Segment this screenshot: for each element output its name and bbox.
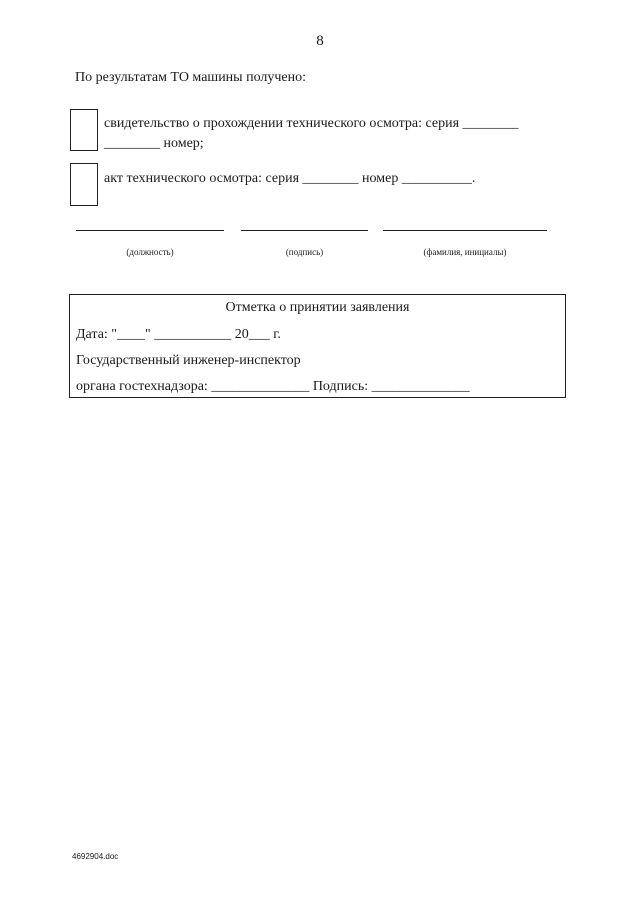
acceptance-date-row: Дата: "____" ___________ 20___ г. bbox=[76, 327, 281, 342]
certificate-text-line1: свидетельство о прохождении технического осмотра: серия ________ bbox=[104, 116, 519, 131]
acceptance-authority-row: органа гостехнадзора: ______________ Подпись: ______________ bbox=[76, 379, 470, 394]
results-intro: По результатам ТО машины получено: bbox=[75, 70, 307, 85]
act-checkbox[interactable] bbox=[70, 163, 98, 206]
certificate-text-line2: ________ номер; bbox=[104, 136, 204, 151]
position-line[interactable] bbox=[76, 230, 224, 231]
position-caption: (должность) bbox=[126, 247, 174, 257]
act-text: акт технического осмотра: серия ________ номер __________. bbox=[104, 171, 476, 186]
acceptance-inspector-row: Государственный инженер-инспектор bbox=[76, 353, 301, 368]
signature-caption: (подпись) bbox=[285, 247, 324, 257]
page-number: 8 bbox=[316, 33, 324, 49]
signature-line[interactable] bbox=[241, 230, 368, 231]
acceptance-title: Отметка о принятии заявления bbox=[225, 300, 410, 315]
certificate-checkbox[interactable] bbox=[70, 109, 98, 151]
name-line[interactable] bbox=[383, 230, 547, 231]
footer-filename: 4692904.doc bbox=[72, 852, 119, 861]
name-caption: (фамилия, инициалы) bbox=[423, 247, 507, 257]
